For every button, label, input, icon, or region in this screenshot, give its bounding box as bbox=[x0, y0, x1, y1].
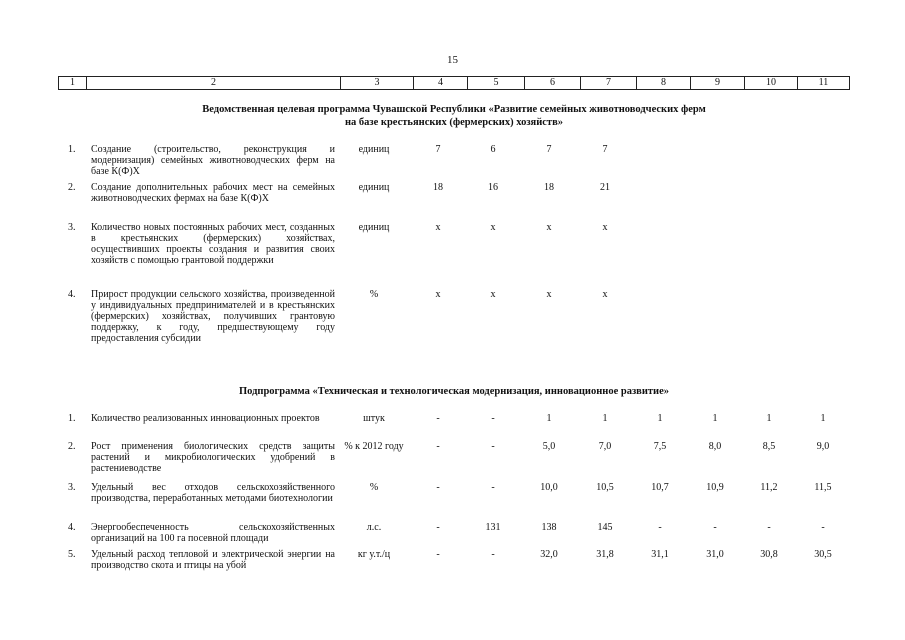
header-col-4: 4 bbox=[413, 77, 467, 89]
header-col-5: 5 bbox=[467, 77, 524, 89]
row-number: 4. bbox=[68, 289, 76, 300]
row-indicator-name: Прирост продукции сельского хозяйства, произведенной у индивидуальных предпринимателей и в крестьянских (фермерских) хозяйствах, получивших грантовую поддержку, к году, предшествующему году предоставления субсидии bbox=[91, 289, 335, 344]
row-indicator-name: Количество новых постоянных рабочих мест, созданных в крестьянских (фермерских) хозяйствах, осуществивших проекты создания и развития своих хозяйств с помощью грантовой поддержки bbox=[91, 222, 335, 266]
row-value-2014: 31,8 bbox=[596, 549, 614, 560]
row-value-2013: х bbox=[546, 222, 552, 233]
row-value-2015: 31,1 bbox=[651, 549, 669, 560]
row-value-2011: - bbox=[436, 441, 440, 452]
section-title-line-1: Ведомственная целевая программа Чувашской Республики «Развитие семейных животноводческих ферм bbox=[202, 104, 706, 115]
row-number: 3. bbox=[68, 482, 76, 493]
header-col-3: 3 bbox=[340, 77, 413, 89]
row-value-2017: 11,2 bbox=[760, 482, 778, 493]
row-unit: % bbox=[369, 289, 379, 300]
row-number: 3. bbox=[68, 222, 76, 233]
row-value-2013: 138 bbox=[541, 522, 557, 533]
row-unit: единиц bbox=[358, 144, 390, 155]
header-col-8: 8 bbox=[636, 77, 690, 89]
row-value-2012: - bbox=[491, 482, 495, 493]
header-col-7: 7 bbox=[580, 77, 636, 89]
row-value-2016: 8,0 bbox=[708, 441, 722, 452]
row-indicator-name: Количество реализованных инновационных проектов bbox=[91, 413, 320, 424]
row-number: 4. bbox=[68, 522, 76, 533]
row-value-2012: - bbox=[491, 549, 495, 560]
row-unit: кг у.т./ц bbox=[357, 549, 391, 560]
row-value-2017: 1 bbox=[766, 413, 772, 424]
section-title-subprogram bbox=[58, 385, 850, 398]
row-indicator-name: Удельный расход тепловой и электрической энергии на производство скота и птицы на убой bbox=[91, 549, 335, 571]
row-value-2014: 7,0 bbox=[598, 441, 612, 452]
row-value-2017: - bbox=[767, 522, 771, 533]
row-indicator-name: Рост применения биологических средств защиты растений и микробиологических удобрений в растениеводстве bbox=[91, 441, 335, 474]
row-value-2018: 11,5 bbox=[814, 482, 832, 493]
row-unit: % к 2012 году bbox=[344, 441, 404, 452]
row-value-2018: 30,5 bbox=[814, 549, 832, 560]
row-value-2014: х bbox=[602, 222, 608, 233]
row-value-2012: х bbox=[490, 222, 496, 233]
header-col-10: 10 bbox=[744, 77, 797, 89]
row-unit: % bbox=[369, 482, 379, 493]
header-col-6: 6 bbox=[524, 77, 580, 89]
row-value-2011: - bbox=[436, 549, 440, 560]
section-title-program bbox=[58, 103, 850, 129]
row-value-2013: х bbox=[546, 289, 552, 300]
row-value-2013: 32,0 bbox=[540, 549, 558, 560]
row-value-2014: 7 bbox=[602, 144, 608, 155]
row-value-2013: 18 bbox=[544, 182, 554, 193]
row-value-2011: - bbox=[436, 522, 440, 533]
row-value-2016: - bbox=[713, 522, 717, 533]
row-indicator-name: Создание дополнительных рабочих мест на семейных животноводческих фермах на базе К(Ф)Х bbox=[91, 182, 335, 204]
row-value-2012: - bbox=[491, 413, 495, 424]
row-value-2014: 21 bbox=[600, 182, 610, 193]
row-value-2015: - bbox=[658, 522, 662, 533]
row-number: 1. bbox=[68, 144, 76, 155]
row-value-2012: 16 bbox=[488, 182, 498, 193]
row-value-2011: х bbox=[435, 222, 441, 233]
row-value-2011: 18 bbox=[433, 182, 443, 193]
row-value-2015: 1 bbox=[657, 413, 663, 424]
row-value-2011: - bbox=[436, 482, 440, 493]
row-unit: единиц bbox=[358, 222, 390, 233]
row-value-2017: 8,5 bbox=[762, 441, 776, 452]
row-unit: л.с. bbox=[366, 522, 382, 533]
row-value-2013: 5,0 bbox=[542, 441, 556, 452]
row-unit: единиц bbox=[358, 182, 390, 193]
row-value-2012: 6 bbox=[490, 144, 496, 155]
section-title-line-1: Подпрограмма «Техническая и технологическая модернизация, инновационное развитие» bbox=[238, 386, 670, 397]
row-value-2018: 9,0 bbox=[816, 441, 830, 452]
row-value-2015: 10,7 bbox=[651, 482, 669, 493]
row-value-2013: 7 bbox=[546, 144, 552, 155]
row-indicator-name: Удельный вес отходов сельскохозяйственного производства, переработанных методами биотехнологии bbox=[91, 482, 335, 504]
row-number: 2. bbox=[68, 182, 76, 193]
row-value-2013: 10,0 bbox=[540, 482, 558, 493]
row-value-2015: 7,5 bbox=[653, 441, 667, 452]
row-indicator-name: Энергообеспеченность сельскохозяйственных организаций на 100 га посевной площади bbox=[91, 522, 335, 544]
row-value-2012: 131 bbox=[485, 522, 501, 533]
row-value-2012: х bbox=[490, 289, 496, 300]
row-value-2014: 145 bbox=[597, 522, 613, 533]
row-value-2014: 10,5 bbox=[596, 482, 614, 493]
row-value-2013: 1 bbox=[546, 413, 552, 424]
page-number: 15 bbox=[447, 54, 458, 66]
row-value-2017: 30,8 bbox=[760, 549, 778, 560]
row-value-2011: - bbox=[436, 413, 440, 424]
row-indicator-name: Создание (строительство, реконструкция и модернизация) семейных животноводческих ферм на базе К(Ф)Х bbox=[91, 144, 335, 177]
row-number: 5. bbox=[68, 549, 76, 560]
row-value-2012: - bbox=[491, 441, 495, 452]
row-value-2018: - bbox=[821, 522, 825, 533]
row-value-2018: 1 bbox=[820, 413, 826, 424]
row-unit: штук bbox=[363, 413, 385, 424]
header-col-11: 11 bbox=[797, 77, 850, 89]
row-value-2016: 1 bbox=[712, 413, 718, 424]
row-value-2011: 7 bbox=[435, 144, 441, 155]
row-number: 1. bbox=[68, 413, 76, 424]
header-col-2: 2 bbox=[86, 77, 340, 89]
row-value-2014: 1 bbox=[602, 413, 608, 424]
row-value-2016: 10,9 bbox=[706, 482, 724, 493]
table-header-row bbox=[58, 76, 850, 90]
row-value-2011: х bbox=[435, 289, 441, 300]
section-title-line-2: на базе крестьянских (фермерских) хозяйств» bbox=[344, 117, 564, 128]
row-number: 2. bbox=[68, 441, 76, 452]
header-col-1: 1 bbox=[58, 77, 86, 89]
header-col-9: 9 bbox=[690, 77, 744, 89]
row-value-2016: 31,0 bbox=[706, 549, 724, 560]
row-value-2014: х bbox=[602, 289, 608, 300]
